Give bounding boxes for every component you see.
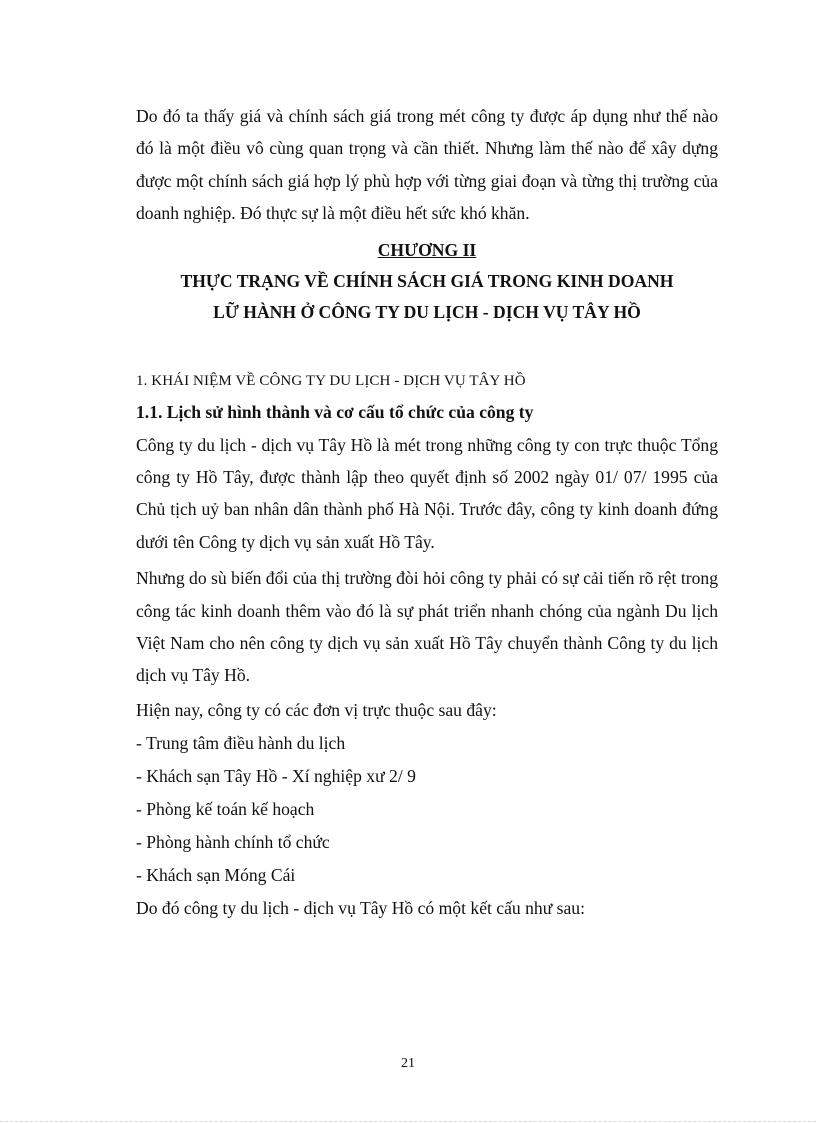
- list-item: - Trung tâm điều hành du lịch: [136, 732, 346, 753]
- list-item: - Khách sạn Tây Hồ - Xí nghiệp xư 2/ 9: [136, 765, 416, 786]
- chapter-title-line-1: THỰC TRẠNG VỀ CHÍNH SÁCH GIÁ TRONG KINH DOANH: [180, 270, 674, 291]
- history-paragraph: Công ty du lịch - dịch vụ Tây Hồ là mét trong những công ty con trực thuộc Tổng công ty Hồ Tây, được thành lập theo quyết định số 2002 ngày 01/ 07/ 1995 của Chủ tịch uỷ ban nhân dân thành phố Hà Nội. Trước đây, công ty kinh doanh đứng dưới tên Công ty dịch vụ sản xuất Hồ Tây.: [136, 434, 718, 552]
- page-number: 21: [401, 1056, 415, 1071]
- intro-paragraph: Do đó ta thấy giá và chính sách giá trong mét công ty được áp dụng như thế nào đó là một điều vô cùng quan trọng và cần thiết. Nhưng làm thế nào để xây dựng được một chính sách giá hợp lý phù hợp với từng giai đoạn và từng thị trường của doanh nghiệp. Đó thực sự là một điều hết sức khó khăn.: [136, 106, 718, 224]
- closing-line: Do đó công ty du lịch - dịch vụ Tây Hồ có một kết cấu như sau:: [136, 897, 585, 918]
- units-intro: Hiện nay, công ty có các đơn vị trực thuộc sau đây:: [136, 699, 497, 720]
- list-item: - Phòng kế toán kế hoạch: [136, 798, 315, 819]
- document-page: [136, 100, 718, 920]
- subsection-heading: 1.1. Lịch sử hình thành và cơ cấu tổ chức của công ty: [136, 401, 534, 422]
- chapter-title-line-2: LỮ HÀNH Ở CÔNG TY DU LỊCH - DỊCH VỤ TÂY HỒ: [213, 301, 641, 322]
- section-heading: 1. KHÁI NIỆM VỀ CÔNG TY DU LỊCH - DỊCH VỤ TÂY HỒ: [136, 372, 526, 389]
- page-bottom-divider: [0, 1121, 816, 1122]
- transition-paragraph: Nhưng do sù biến đổi của thị trường đòi hỏi công ty phải có sự cải tiến rõ rệt trong công tác kinh doanh thêm vào đó là sự phát triển nhanh chóng của ngành Du lịch Việt Nam cho nên công ty dịch vụ sản xuất Hồ Tây chuyển thành Công ty du lịch dịch vụ Tây Hồ.: [136, 568, 718, 686]
- list-item: - Phòng hành chính tổ chức: [136, 831, 330, 852]
- list-item: - Khách sạn Móng Cái: [136, 864, 296, 885]
- chapter-label: CHƯƠNG II: [377, 239, 477, 260]
